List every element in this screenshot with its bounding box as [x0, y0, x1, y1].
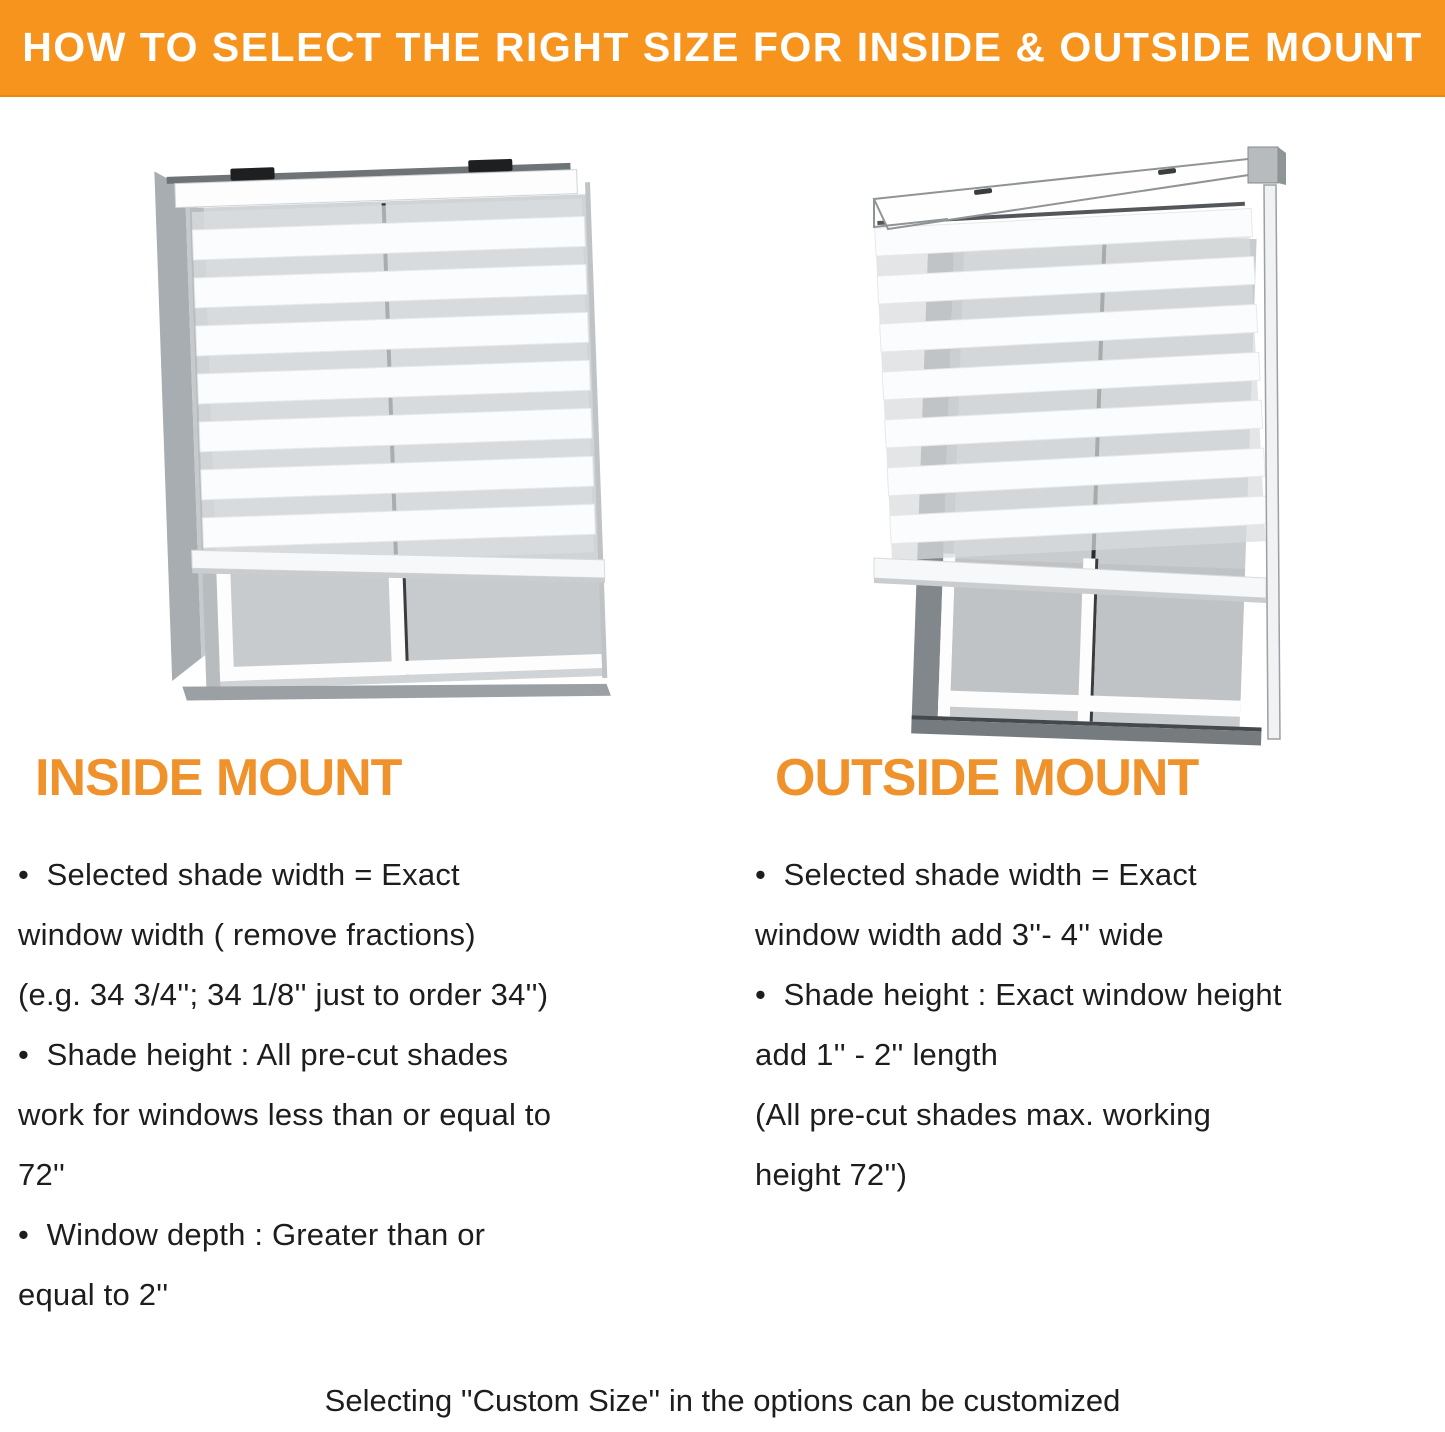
zebra-shade — [874, 201, 1268, 560]
mount-bracket — [468, 159, 512, 173]
outside-mount-illustration — [828, 133, 1333, 768]
spec-line: • Selected shade width = Exact — [755, 857, 1197, 892]
spec-line: window width add 3''- 4'' wide — [755, 917, 1164, 952]
outside-mount-heading: OUTSIDE MOUNT — [775, 749, 1199, 807]
inside-mount-specs — [18, 845, 718, 1325]
inside-mount-heading: INSIDE MOUNT — [35, 749, 402, 807]
inside-window-assembly — [154, 156, 611, 711]
spec-line: (All pre-cut shades max. working — [755, 1097, 1212, 1132]
spec-line: work for windows less than or equal to — [18, 1097, 552, 1132]
custom-size-note: Selecting ''Custom Size'' in the options can be customized — [324, 1383, 1121, 1418]
side-rail — [1264, 185, 1280, 739]
spec-line: • Shade height : All pre-cut shades — [18, 1037, 509, 1072]
spec-line: equal to 2'' — [18, 1277, 169, 1312]
outside-mount-specs — [755, 845, 1435, 1205]
spec-line: add 1'' - 2'' length — [755, 1037, 999, 1072]
spec-line: window width ( remove fractions) — [18, 917, 476, 952]
spec-line: • Selected shade width = Exact — [18, 857, 460, 892]
page-title: HOW TO SELECT THE RIGHT SIZE FOR INSIDE & OUTSIDE MOUNT — [0, 0, 1445, 97]
spec-line: • Shade height : Exact window height — [755, 977, 1282, 1012]
mount-bracket — [230, 167, 274, 181]
end-bracket-block — [1248, 147, 1278, 183]
spec-line: • Window depth : Greater than or — [18, 1217, 486, 1252]
inside-mount-illustration — [148, 143, 653, 743]
spec-line: 72'' — [18, 1157, 66, 1192]
spec-line: (e.g. 34 3/4''; 34 1/8'' just to order 34'') — [18, 977, 549, 1012]
spec-line: height 72'') — [755, 1157, 908, 1192]
